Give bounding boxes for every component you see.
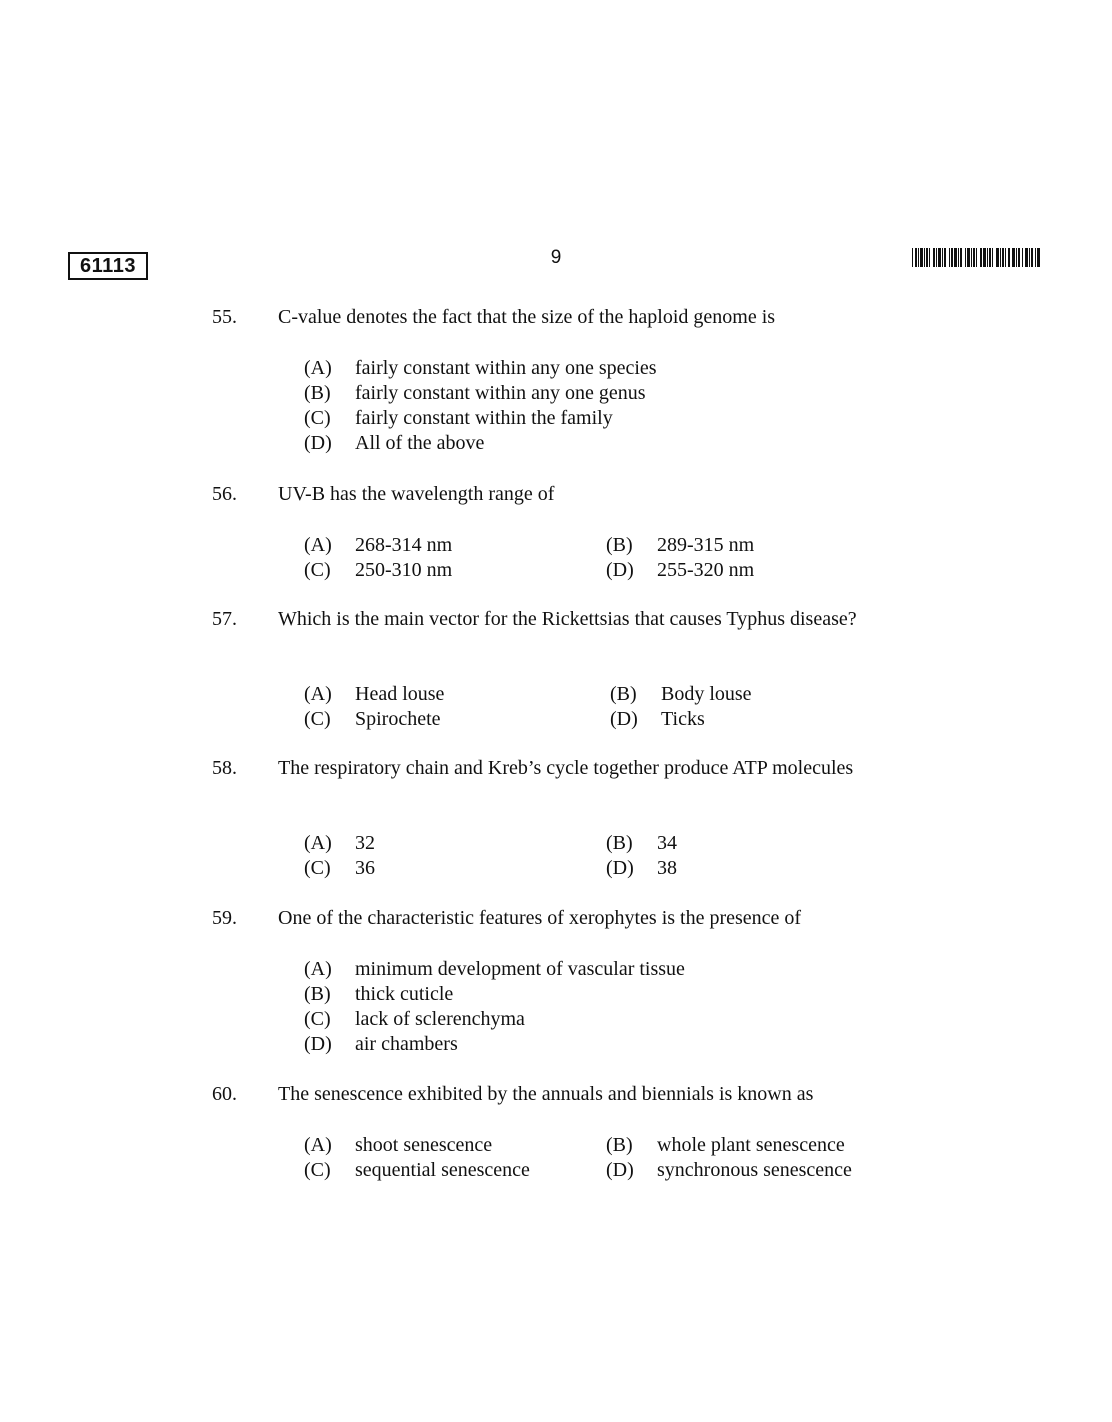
option-letter: (C) xyxy=(304,559,331,581)
option-letter: (C) xyxy=(304,1008,331,1030)
option-letter: (C) xyxy=(304,708,331,730)
option-letter: (A) xyxy=(304,534,332,556)
option-letter: (B) xyxy=(606,534,633,556)
option-text: synchronous senescence xyxy=(657,1159,852,1181)
option-text: 250-310 nm xyxy=(355,559,453,581)
option-text: 32 xyxy=(355,832,375,854)
option-text: fairly constant within any one species xyxy=(355,357,657,379)
option-text: Spirochete xyxy=(355,708,441,730)
option-letter: (D) xyxy=(610,708,638,730)
page-number: 9 xyxy=(550,247,562,268)
question-text: The respiratory chain and Kreb’s cycle together produce ATP molecules xyxy=(278,757,854,779)
option-letter: (D) xyxy=(304,432,332,454)
option-letter: (A) xyxy=(304,832,332,854)
question-text: UV-B has the wavelength range of xyxy=(278,483,555,505)
option-letter: (B) xyxy=(610,683,637,705)
question-number: 58. xyxy=(212,757,237,779)
option-letter: (B) xyxy=(304,983,331,1005)
option-text: Body louse xyxy=(661,683,752,705)
barcode-icon xyxy=(912,248,1040,267)
option-text: shoot senescence xyxy=(355,1134,493,1156)
question-text: One of the characteristic features of xerophytes is the presence of xyxy=(278,907,802,929)
question-number: 59. xyxy=(212,907,237,929)
option-letter: (A) xyxy=(304,1134,332,1156)
question-number: 60. xyxy=(212,1083,237,1105)
option-letter: (D) xyxy=(606,857,634,879)
option-text: 255-320 nm xyxy=(657,559,755,581)
option-text: 38 xyxy=(657,857,677,879)
option-letter: (C) xyxy=(304,407,331,429)
option-letter: (D) xyxy=(606,559,634,581)
option-text: whole plant senescence xyxy=(657,1134,845,1156)
question-text: Which is the main vector for the Rickettsias that causes Typhus disease? xyxy=(278,608,857,630)
question-text: The senescence exhibited by the annuals and biennials is known as xyxy=(278,1083,814,1105)
option-text: 268-314 nm xyxy=(355,534,453,556)
option-letter: (B) xyxy=(606,1134,633,1156)
option-letter: (A) xyxy=(304,958,332,980)
option-letter: (A) xyxy=(304,357,332,379)
option-letter: (B) xyxy=(606,832,633,854)
option-text: lack of sclerenchyma xyxy=(355,1008,525,1030)
option-text: All of the above xyxy=(355,432,485,454)
option-text: fairly constant within any one genus xyxy=(355,382,646,404)
paper-code: 61113 xyxy=(68,252,148,280)
option-letter: (B) xyxy=(304,382,331,404)
option-letter: (A) xyxy=(304,683,332,705)
option-text: Ticks xyxy=(661,708,705,730)
option-text: thick cuticle xyxy=(355,983,454,1005)
option-text: 289-315 nm xyxy=(657,534,755,556)
option-letter: (D) xyxy=(304,1033,332,1055)
option-letter: (C) xyxy=(304,857,331,879)
question-number: 56. xyxy=(212,483,237,505)
option-text: air chambers xyxy=(355,1033,458,1055)
option-letter: (D) xyxy=(606,1159,634,1181)
option-letter: (C) xyxy=(304,1159,331,1181)
option-text: 34 xyxy=(657,832,677,854)
option-text: fairly constant within the family xyxy=(355,407,613,429)
option-text: Head louse xyxy=(355,683,445,705)
option-text: sequential senescence xyxy=(355,1159,530,1181)
option-text: minimum development of vascular tissue xyxy=(355,958,685,980)
question-text: C-value denotes the fact that the size of the haploid genome is xyxy=(278,306,776,328)
question-number: 57. xyxy=(212,608,237,630)
option-text: 36 xyxy=(355,857,375,879)
question-number: 55. xyxy=(212,306,237,328)
